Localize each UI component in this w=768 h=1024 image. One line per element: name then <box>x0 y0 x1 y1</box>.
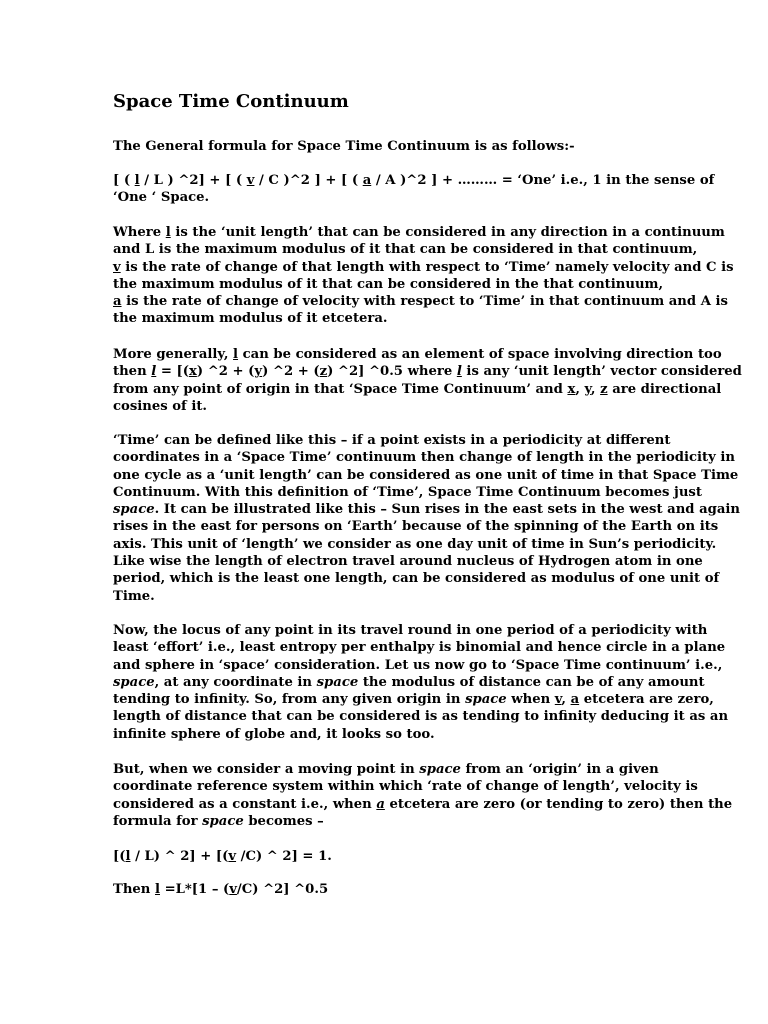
text-line <box>113 363 742 380</box>
text-run: /C) ^ 2] = 1. <box>236 849 332 864</box>
text-run: But, when we consider a moving point in <box>113 762 420 777</box>
text-run: axis. This unit of ‘length’ we consider as one day unit of time in Sun’s periodicity. <box>113 536 717 552</box>
symbol-run: a <box>362 173 372 188</box>
text-line <box>113 398 673 415</box>
text-run: More generally, <box>113 347 234 362</box>
text-run: ) ^2 + ( <box>196 364 255 380</box>
symbol-run: x <box>567 381 576 397</box>
symbol-run: a <box>570 692 580 708</box>
text-line <box>113 796 733 813</box>
text-line <box>113 293 728 310</box>
text-line <box>113 172 715 189</box>
symbol-run: z <box>600 381 608 397</box>
text-run: tending to infinity. So, from any given origin in <box>113 692 466 708</box>
text-run: is the rate of change of that length with respect to ‘Time’ namely velocity and C is <box>120 259 734 275</box>
text-line <box>113 381 722 398</box>
text-run: , at any coordinate in <box>154 674 317 690</box>
text-line <box>113 657 723 674</box>
text-line <box>113 310 673 327</box>
symbol-run: l <box>154 882 160 897</box>
text-line <box>113 276 673 293</box>
text-line <box>113 346 722 363</box>
text-run: / A )^2 ] + ……… = ‘One’ i.e., 1 in the sense of <box>371 173 715 188</box>
text-line <box>113 536 717 553</box>
symbol-run: z <box>319 364 328 380</box>
symbol-run: space <box>113 502 155 518</box>
text-run: the maximum modulus of it that can be considered in the that continuum, <box>113 276 664 292</box>
symbol-run: l <box>134 173 140 188</box>
equation-two <box>113 881 673 898</box>
symbol-run: v <box>229 882 237 897</box>
symbol-run: l <box>165 225 171 240</box>
vector-paragraph <box>113 346 742 415</box>
text-line <box>113 813 673 830</box>
text-run: Where <box>113 225 166 240</box>
text-line <box>113 501 741 518</box>
text-run: , <box>575 381 585 397</box>
text-run: from any point of origin in that ‘Space Time Continuum’ and <box>113 381 568 397</box>
text-run: Continuum. With this definition of ‘Time’, Space Time Continuum becomes just <box>113 484 702 500</box>
text-run: , <box>561 692 571 708</box>
text-run: [ ( <box>113 173 135 188</box>
symbol-run: v <box>228 849 237 864</box>
text-line <box>113 432 673 449</box>
text-line <box>113 588 673 605</box>
text-run: is any ‘unit length’ vector considered <box>461 364 742 380</box>
equation-one <box>113 848 673 865</box>
document-title: Space Time Continuum <box>113 91 349 112</box>
text-run: becomes – <box>243 813 324 829</box>
text-line <box>113 622 708 639</box>
symbol-run: a <box>113 294 122 310</box>
text-line <box>113 467 739 484</box>
text-line <box>113 189 673 206</box>
time-definition-paragraph <box>113 432 741 605</box>
text-line <box>113 691 714 708</box>
text-line <box>113 881 673 898</box>
text-run: cosines of it. <box>113 398 208 414</box>
symbol-run: space <box>202 813 244 829</box>
general-formula <box>113 172 715 207</box>
locus-paragraph <box>113 622 729 743</box>
symbol-run: v <box>113 259 121 275</box>
text-run: infinite sphere of globe and, it looks so too. <box>113 726 435 742</box>
text-run: are directional <box>607 381 722 397</box>
text-run: / C )^2 ] + [ ( <box>254 173 363 188</box>
text-line <box>113 778 698 795</box>
text-run: then <box>113 364 152 380</box>
text-run: when <box>506 692 555 708</box>
symbol-run: space <box>419 762 461 777</box>
text-run: ) ^2 + ( <box>262 364 320 380</box>
text-run: formula for <box>113 813 203 829</box>
text-run: is the ‘unit length’ that can be considered in any direction in a continuum <box>170 225 725 240</box>
text-run: =L*[1 – ( <box>160 882 230 897</box>
text-run: coordinate reference system within which ‘rate of change of length’, velocity is <box>113 779 698 795</box>
text-line <box>113 674 705 691</box>
text-run: /C) ^2] ^0.5 <box>236 882 329 897</box>
text-run: period, which is the least one length, can be considered as modulus of one unit of <box>113 571 720 587</box>
symbol-run: l <box>456 364 462 380</box>
text-run: and sphere in ‘space’ consideration. Let us now go to ‘Space Time continuum’ i.e., <box>113 657 723 673</box>
text-line <box>113 241 698 258</box>
definitions-paragraph <box>113 224 734 328</box>
text-run: from an ‘origin’ in a given <box>460 762 659 777</box>
text-run: the modulus of distance can be of any amount <box>358 674 705 690</box>
text-run: Then <box>113 882 155 897</box>
text-line <box>113 449 735 466</box>
text-line <box>113 518 719 535</box>
text-run: one cycle as a ‘unit length’ can be considered as one unit of time in that Space Time <box>113 467 739 483</box>
text-run: is the rate of change of velocity with respect to ‘Time’ in that continuum and A is <box>121 294 728 310</box>
text-run: / L ) ^2] + [ ( <box>139 173 247 188</box>
text-line <box>113 726 673 743</box>
symbol-run: v <box>554 692 562 708</box>
symbol-run: y <box>584 381 591 397</box>
symbol-run: a <box>376 796 385 812</box>
text-run: Now, the locus of any point in its travel round in one period of a periodicity with <box>113 623 708 638</box>
text-run: = [( <box>156 364 189 380</box>
text-line <box>113 259 734 276</box>
text-line <box>113 848 673 865</box>
text-line <box>113 708 729 725</box>
text-run: ) ^2] ^0.5 where <box>327 364 457 380</box>
text-run: . It can be illustrated like this – Sun rises in the east sets in the west and again <box>154 502 741 518</box>
text-line <box>113 761 673 778</box>
text-run: length of distance that can be considered is as tending to infinity deducing it as an <box>113 709 729 725</box>
symbol-run: l <box>151 364 157 380</box>
symbol-run: l <box>233 347 239 362</box>
symbol-run: space <box>316 674 359 690</box>
intro-text: The General formula for Space Time Continuum is as follows:- <box>113 139 575 154</box>
text-run: [( <box>113 849 126 864</box>
text-run: etcetera are zero, <box>579 692 714 708</box>
symbol-run: x <box>188 364 197 380</box>
text-line <box>113 639 726 656</box>
text-run: coordinates in a ‘Space Time’ continuum then change of length in the periodicity in <box>113 450 735 466</box>
symbol-run: y <box>254 364 263 380</box>
symbol-run: v <box>246 173 255 188</box>
text-line <box>113 553 703 570</box>
text-line <box>113 570 720 587</box>
text-run: and L is the maximum modulus of it that can be considered in that continuum, <box>113 242 698 258</box>
text-run: ‘One ‘ Space. <box>113 190 210 206</box>
text-run: ‘Time’ can be defined like this – if a point exists in a periodicity at different <box>113 433 671 448</box>
text-line <box>113 224 725 241</box>
text-run: considered as a constant i.e., when <box>113 796 377 812</box>
text-line <box>113 484 702 501</box>
moving-point-paragraph <box>113 761 733 830</box>
text-run: rises in the east for persons on ‘Earth’ because of the spinning of the Earth on its <box>113 519 719 535</box>
text-run: , <box>590 381 601 397</box>
text-run: Like wise the length of electron travel around nucleus of Hydrogen atom in one <box>113 554 703 570</box>
text-run: the maximum modulus of it etcetera. <box>113 311 388 327</box>
text-run: least ‘effort’ i.e., least entropy per enthalpy is binomial and hence circle in a plane <box>113 640 726 656</box>
text-run: Time. <box>113 588 155 604</box>
symbol-run: space <box>113 674 155 690</box>
text-run: / L) ^ 2] + [( <box>130 849 229 864</box>
symbol-run: space <box>465 692 507 708</box>
text-run: can be considered as an element of space involving direction too <box>238 347 722 362</box>
text-run: etcetera are zero (or tending to zero) then the <box>384 796 733 812</box>
symbol-run: l <box>125 849 131 864</box>
